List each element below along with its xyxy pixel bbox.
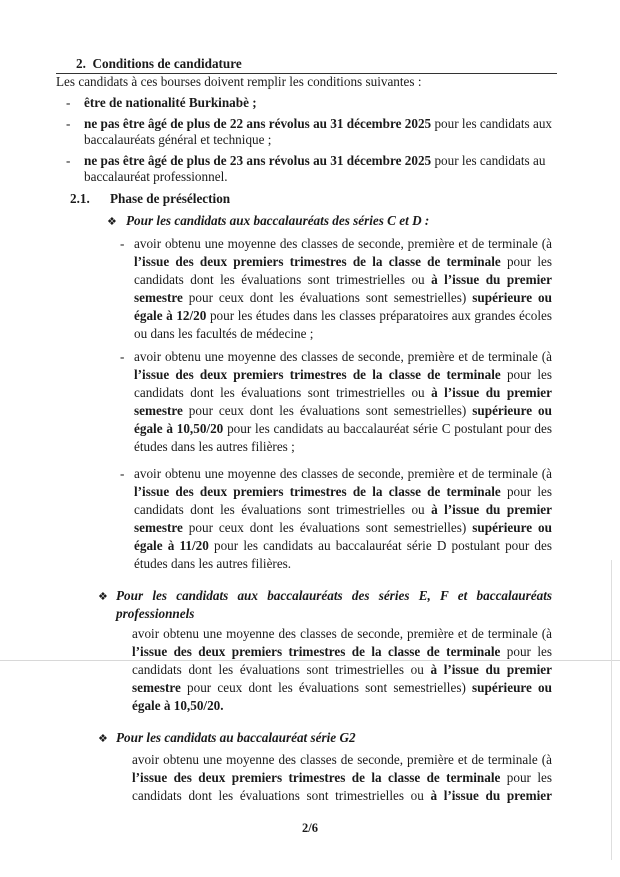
condition-continuation: baccalauréats général et technique ;	[84, 132, 272, 147]
subsection-number: 2.1.	[70, 191, 90, 206]
section-number: 2.	[76, 56, 86, 71]
item-bold: l’issue des deux premiers trimestres de la classe de terminale	[134, 367, 501, 382]
item-line: avoir obtenu une moyenne des classes de seconde, première et de terminale (à	[134, 236, 552, 251]
condition-bullet: -	[66, 95, 71, 110]
section-heading	[76, 56, 242, 72]
item-line	[134, 290, 552, 306]
item-line: ou dans les facultés de médecine ;	[134, 326, 314, 341]
subsection-title: Phase de présélection	[110, 191, 231, 206]
item-line	[134, 403, 552, 419]
condition-continuation: baccalauréat professionnel.	[84, 169, 228, 184]
condition-bold: ne pas être âgé de plus de 23 ans révolus au 31 décembre 2025	[84, 153, 432, 168]
item-line	[132, 662, 552, 678]
item-line	[134, 538, 552, 554]
condition-text: pour les candidats au	[431, 153, 546, 168]
diamond-marker-icon: ❖	[107, 216, 117, 228]
item-line: avoir obtenu une moyenne des classes de seconde, première et de terminale (à	[134, 466, 552, 481]
item-line	[132, 680, 552, 696]
item-text: pour les études dans les classes préparatoires aux grandes écoles	[206, 308, 552, 323]
item-bold: égale à 11/20	[134, 538, 209, 553]
item-line	[134, 520, 552, 536]
item-bold: supérieure ou	[472, 680, 552, 695]
item-line	[132, 644, 552, 660]
item-line: avoir obtenu une moyenne des classes de seconde, première et de terminale (à	[132, 626, 552, 641]
item-line: avoir obtenu une moyenne des classes de seconde, première et de terminale (à	[132, 752, 552, 767]
item-text: candidats dont les évaluations sont trimestrielles ou	[134, 502, 432, 517]
item-text: candidats dont les évaluations sont trimestrielles ou	[134, 385, 432, 400]
item-bold: supérieure ou	[472, 520, 552, 535]
item-text: pour ceux dont les évaluations sont semestrielles)	[182, 290, 473, 305]
item-text: pour ceux dont les évaluations sont semestrielles)	[182, 520, 473, 535]
item-text: pour les	[500, 770, 552, 785]
item-line	[134, 308, 552, 324]
item-text: pour ceux dont les évaluations sont semestrielles)	[182, 403, 473, 418]
group-heading: Pour les candidats aux baccalauréats des séries E, F et baccalauréats	[116, 588, 552, 603]
condition-item	[84, 153, 545, 169]
item-line	[132, 788, 552, 804]
condition-bold: ne pas être âgé de plus de 22 ans révolus au 31 décembre 2025	[84, 116, 432, 131]
item-text: candidats dont les évaluations sont trimestrielles ou	[132, 788, 431, 803]
condition-bullet: -	[66, 153, 71, 168]
item-bold: égale à 10,50/20	[134, 421, 224, 436]
item-dash: -	[120, 466, 125, 481]
item-dash: -	[120, 236, 125, 251]
group-heading: Pour les candidats aux baccalauréats des séries C et D :	[126, 213, 430, 228]
item-bold: semestre	[132, 680, 181, 695]
page-number: 2/6	[302, 821, 318, 835]
diamond-marker-icon: ❖	[98, 733, 108, 745]
diamond-marker-icon: ❖	[98, 591, 108, 603]
condition-item	[84, 116, 554, 132]
item-text: candidats dont les évaluations sont trimestrielles ou	[132, 662, 431, 677]
item-line	[134, 484, 552, 500]
item-text: pour les	[500, 254, 552, 269]
condition-item: être de nationalité Burkinabè ;	[84, 95, 257, 110]
item-text: pour ceux dont les évaluations sont semestrielles)	[180, 680, 473, 695]
condition-text: pour les candidats aux	[431, 116, 553, 131]
item-line: égale à 10,50/20.	[132, 698, 224, 713]
item-text: pour les candidats au baccalauréat série D postulant pour des	[208, 538, 552, 553]
item-line	[134, 421, 552, 437]
item-bold: l’issue des deux premiers trimestres de la classe de terminale	[132, 644, 501, 659]
item-line	[134, 502, 552, 518]
intro-text: Les candidats à ces bourses doivent remplir les conditions suivantes :	[56, 74, 422, 89]
item-bold: supérieure ou	[472, 403, 552, 418]
scan-edge-line	[611, 560, 612, 860]
item-bold: à l’issue du premier	[431, 385, 552, 400]
item-line	[134, 272, 552, 288]
item-text: pour les	[500, 484, 552, 499]
item-line	[134, 254, 552, 270]
item-bold: égale à 12/20	[134, 308, 207, 323]
item-line	[134, 385, 552, 401]
item-dash: -	[120, 349, 125, 364]
item-text: pour les candidats au baccalauréat série C postulant pour des	[223, 421, 552, 436]
section-title: Conditions de candidature	[92, 56, 242, 71]
item-line: études dans les autres filières.	[134, 556, 292, 571]
item-line: études dans les autres filières ;	[134, 439, 295, 454]
item-bold: l’issue des deux premiers trimestres de la classe de terminale	[134, 254, 501, 269]
condition-bullet: -	[66, 116, 71, 131]
item-bold: à l’issue du premier	[431, 272, 552, 287]
group-heading-continuation: professionnels	[116, 606, 195, 621]
item-line	[134, 367, 552, 383]
item-bold: à l’issue du premier	[430, 788, 552, 803]
item-line	[132, 770, 552, 786]
item-line: avoir obtenu une moyenne des classes de seconde, première et de terminale (à	[134, 349, 552, 364]
item-bold: supérieure ou	[472, 290, 552, 305]
item-bold: l’issue des deux premiers trimestres de la classe de terminale	[134, 484, 501, 499]
item-bold: à l’issue du premier	[431, 502, 552, 517]
item-bold: à l’issue du premier	[430, 662, 552, 677]
scan-artifact-line	[0, 660, 620, 661]
item-bold: semestre	[134, 290, 183, 305]
item-text: pour les	[500, 367, 552, 382]
item-bold: semestre	[134, 520, 183, 535]
item-text: candidats dont les évaluations sont trimestrielles ou	[134, 272, 432, 287]
group-heading: Pour les candidats au baccalauréat série G2	[116, 730, 356, 745]
item-bold: semestre	[134, 403, 183, 418]
item-text: pour les	[500, 644, 552, 659]
item-bold: l’issue des deux premiers trimestres de la classe de terminale	[132, 770, 501, 785]
